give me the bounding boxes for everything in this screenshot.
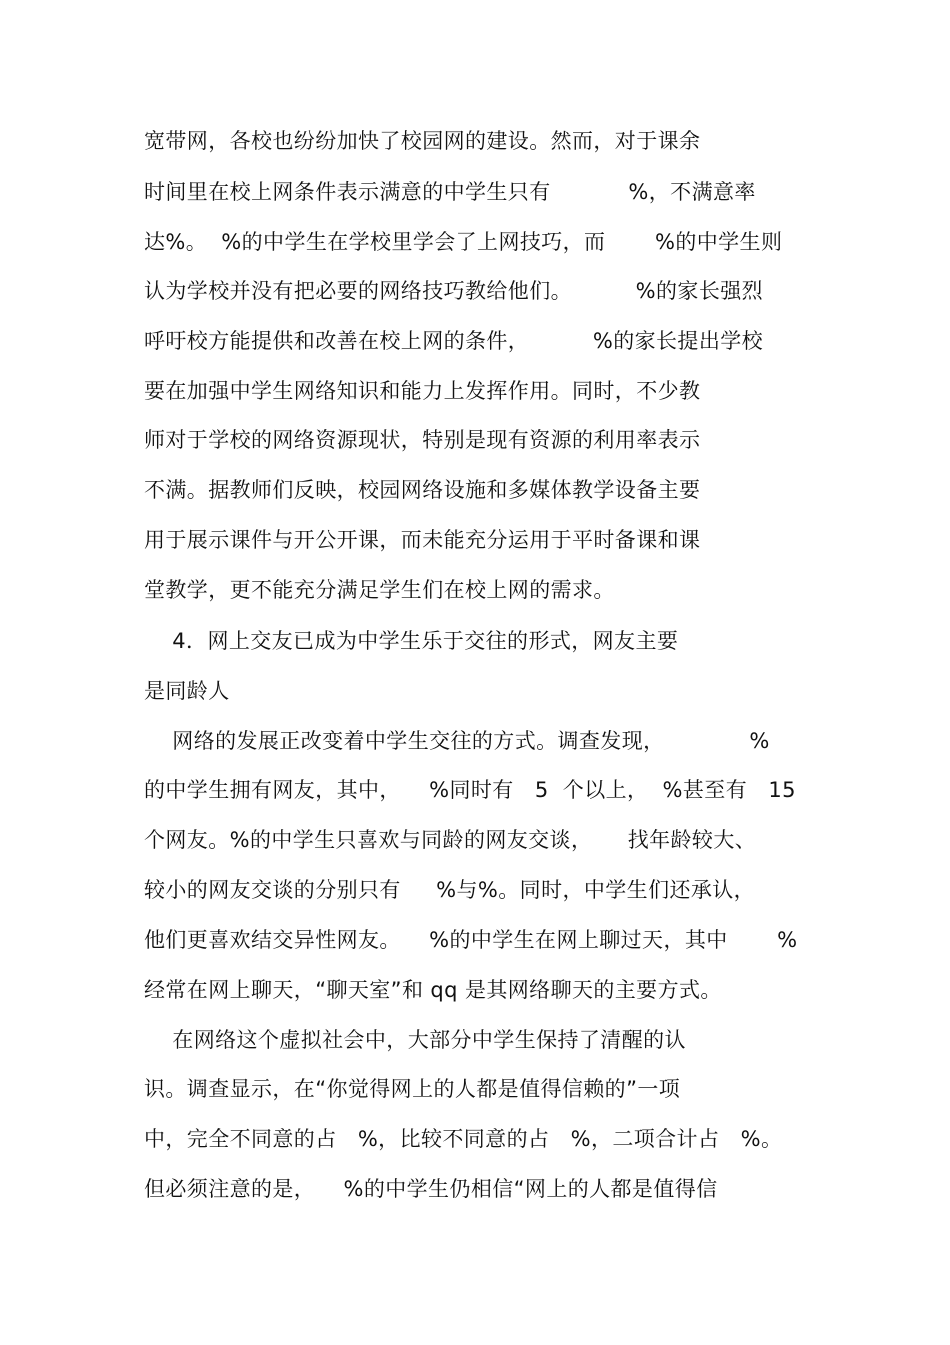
section-heading: 4．网上交友已成为中学生乐于交往的形式，网友主要 xyxy=(144,629,679,653)
text-line: 网络的发展正改变着中学生交往的方式。调查发现， % xyxy=(144,729,770,753)
text-line: 堂教学，更不能充分满足学生们在校上网的需求。 xyxy=(144,578,615,602)
text-line: 不满。据教师们反映，校园网络设施和多媒体教学设备主要 xyxy=(144,478,701,502)
section-heading: 是同龄人 xyxy=(144,679,230,703)
text-line: 较小的网友交谈的分别只有 %与%。同时，中学生们还承认， xyxy=(144,878,756,902)
text-line: 在网络这个虚拟社会中，大部分中学生保持了清醒的认 xyxy=(144,1028,686,1052)
text-line: 呼吁校方能提供和改善在校上网的条件， %的家长提出学校 xyxy=(144,329,764,353)
text-line: 但必须注意的是， %的中学生仍相信“网上的人都是值得信 xyxy=(144,1177,718,1201)
text-line: 认为学校并没有把必要的网络技巧教给他们。 %的家长强烈 xyxy=(144,279,764,303)
text-line: 个网友。%的中学生只喜欢与同龄的网友交谈， 找年龄较大、 xyxy=(144,828,757,852)
text-line: 达%。 %的中学生在学校里学会了上网技巧，而 %的中学生则 xyxy=(144,230,783,254)
text-line: 经常在网上聊天，“聊天室”和 qq 是其网络聊天的主要方式。 xyxy=(144,978,722,1002)
text-line: 中，完全不同意的占 %，比较不同意的占 %，二项合计占 %。 xyxy=(144,1127,783,1151)
text-line: 要在加强中学生网络知识和能力上发挥作用。同时，不少教 xyxy=(144,379,701,403)
text-line: 他们更喜欢结交异性网友。 %的中学生在网上聊过天，其中 % xyxy=(144,928,798,952)
text-line: 用于展示课件与开公开课，而未能充分运用于平时备课和课 xyxy=(144,528,701,552)
text-line: 识。调查显示，在“你觉得网上的人都是值得信赖的”一项 xyxy=(144,1077,681,1101)
text-line: 的中学生拥有网友，其中， %同时有 5 个以上， %甚至有 15 xyxy=(144,778,796,802)
text-line: 师对于学校的网络资源现状，特别是现有资源的利用率表示 xyxy=(144,428,701,452)
text-line: 时间里在校上网条件表示满意的中学生只有 %，不满意率 xyxy=(144,180,756,204)
text-line: 宽带网，各校也纷纷加快了校园网的建设。然而，对于课余 xyxy=(144,129,701,153)
